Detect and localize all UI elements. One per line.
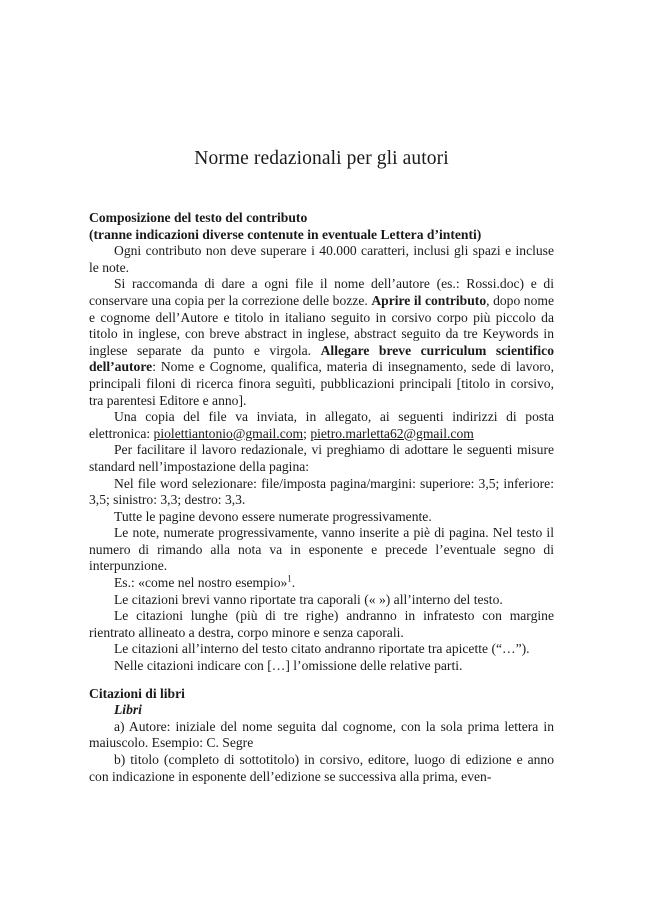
text: . [291,575,296,591]
section-composizione [89,210,554,675]
text: Es.: «come nel nostro esempio» [114,575,288,591]
email-link-2[interactable]: pietro.marletta62@gmail.com [310,425,474,441]
spacer [89,675,554,686]
paragraph-margins: Nel file word selezionare: file/imposta pagina/margini: superiore: 3,5; inferiore: 3,5; sinistro: 3,3; destro: 3,3. [89,475,554,508]
paragraph-file-name [89,276,554,409]
paragraph-omissions: Nelle citazioni indicare con […] l’omissione delle relative parti. [114,658,463,674]
paragraph-emails [89,409,554,442]
paragraph-author: a) Autore: iniziale del nome seguita dal cognome, con la sola prima lettera in maiuscolo. Esempio: C. Segre [89,718,554,751]
text: Si raccomanda di dare a ogni file il nome dell’autore (es.: Rossi.doc) e di conservare una copia per la correzione delle bozze. [89,276,554,308]
separator: ; [303,425,311,441]
page-title: Norme redazionali per gli autori [194,148,449,169]
paragraph-length: Ogni contributo non deve superare i 40.000 caratteri, inclusi gli spazi e incluse le note. [89,243,554,275]
paragraph-title: b) titolo (completo di sottotitolo) in corsivo, editore, luogo di edizione e anno con indicazione in esponente dell’edizione se successiva alla prima, even- [89,752,554,784]
footnote-marker: 1 [287,573,292,584]
section-heading: Composizione del testo del contributo [89,210,308,225]
bold-text: Allegare breve curriculum scientifico dell’autore [89,342,554,375]
paragraph-standards: Per facilitare il lavoro redazionale, vi preghiamo di adottare le seguenti misure standard nell’impostazione della pagina: [89,442,554,474]
paragraph-example [89,575,554,592]
text: Una copia del file va inviata, in allegato, ai seguenti indirizzi di posta elettronica: [89,409,554,441]
text: : Nome e Cognome, qualifica, materia di insegnamento, sede di lavoro, principali filoni di ricerca finora seguìti, pubblicazioni principali [titolo in corsivo, tra parentesi Editore e anno]. [89,359,554,408]
bold-text: Aprire il contributo [371,292,487,308]
paragraph-short-quotes: Le citazioni brevi vanno riportate tra caporali (« ») all’interno del testo. [114,591,503,607]
email-link-1[interactable]: pioletti​antonio@gmail.com [153,425,304,441]
paragraph-notes: Le note, numerate progressivamente, vanno inserite a piè di pagina. Nel testo il numero di rimando alla nota va in esponente e precede l’eventuale segno di interpunzione. [89,525,554,574]
section-subheading: (tranne indicazioni diverse contenute in eventuale Lettera d’intenti) [89,226,482,242]
paragraph-long-quotes: Le citazioni lunghe (più di tre righe) andranno in infratesto con margine rientrato allineato a destra, corpo minore e senza caporali. [89,608,554,640]
section-citazioni [89,686,554,786]
section-heading: Citazioni di libri [89,685,185,701]
text: , dopo nome e cognome dell’Autore e titolo in italiano seguito in corsivo corpo più piccolo da titolo in inglese, con breve abstract in inglese, abstract seguito da tre Keywords in inglese separate da punto e virgola. [89,292,555,358]
paragraph-nested-quotes: Le citazioni all’interno del testo citato andranno riportate tra apicette (“…”). [114,641,530,657]
paragraph-numbering: Tutte le pagine devono essere numerate progressivamente. [114,508,432,524]
subsection-heading: Libri [114,702,142,718]
